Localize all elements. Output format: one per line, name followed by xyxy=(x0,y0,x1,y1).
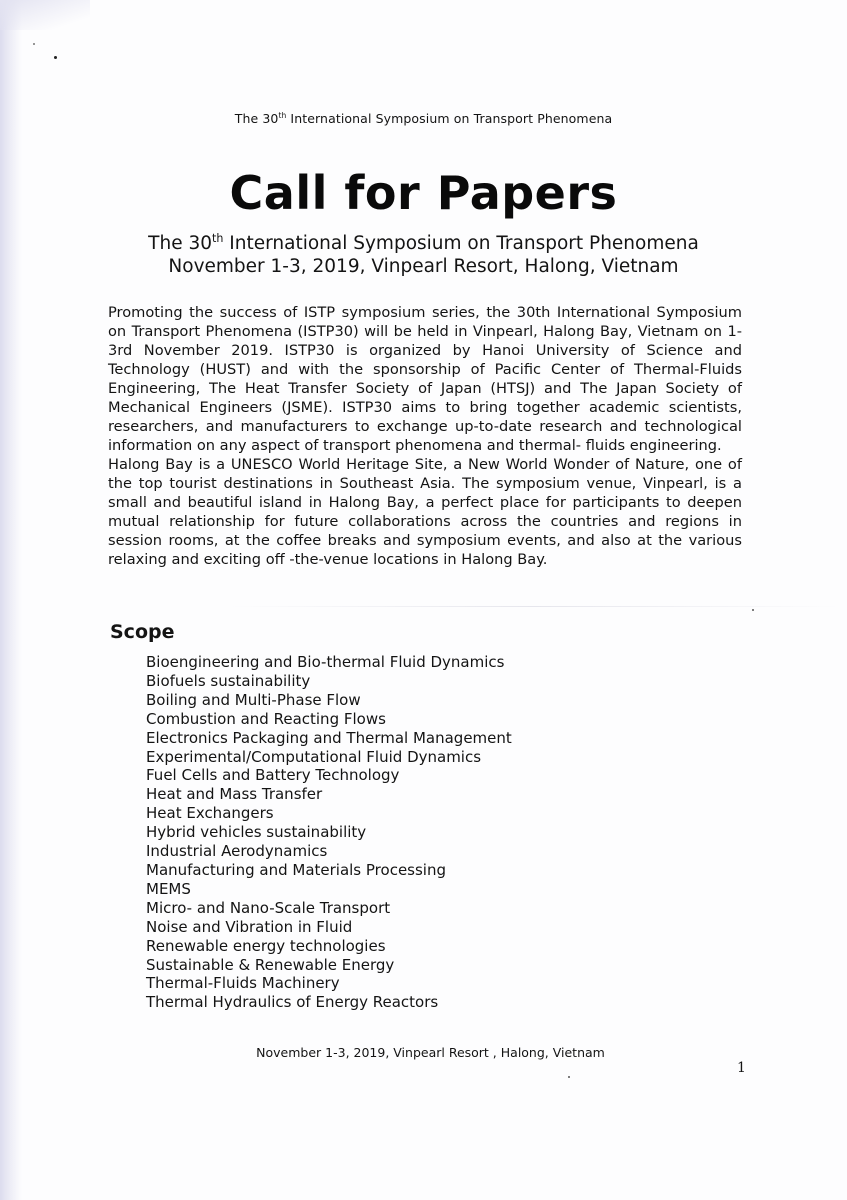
running-header-prefix: The 30 xyxy=(234,111,279,126)
subtitle-line-1-suffix: International Symposium on Transport Phenomena xyxy=(223,233,699,254)
scan-artifact-line xyxy=(230,606,840,607)
scope-item: Industrial Aerodynamics xyxy=(146,842,328,861)
subtitle-superscript: th xyxy=(212,231,224,245)
page-number: 1 xyxy=(737,1060,746,1076)
scope-list xyxy=(146,653,512,1012)
intro-text xyxy=(108,303,742,569)
intro-paragraph-2: Halong Bay is a UNESCO World Heritage Site, a New World Wonder of Nature, one of the top tourist destinations in Southeast Asia. The symposium venue, Vinpearl, is a small and beautiful island in Halong Bay, a perfect place for participants to deepen mutual relationship for future collaborations across the countries and regions in session rooms, at the coffee breaks and symposium events, and also at the various relaxing and exciting off -the-venue locations in Halong Bay. xyxy=(108,456,742,568)
scope-item: Heat Exchangers xyxy=(146,804,274,823)
subtitle-line-1 xyxy=(0,232,847,255)
scan-shadow-corner xyxy=(0,0,90,30)
scope-item: Combustion and Reacting Flows xyxy=(146,709,386,728)
scan-speck xyxy=(568,1076,570,1078)
scope-item: Heat and Mass Transfer xyxy=(146,785,323,804)
scope-item: Boiling and Multi-Phase Flow xyxy=(146,690,361,709)
page-title: Call for Papers xyxy=(229,166,618,220)
page-footer: November 1-3, 2019, Vinpearl Resort , Halong, Vietnam xyxy=(256,1045,605,1060)
scan-speck xyxy=(54,56,57,59)
scan-speck xyxy=(752,609,754,611)
scope-item: Manufacturing and Materials Processing xyxy=(146,860,446,879)
scope-item: MEMS xyxy=(146,879,191,898)
scope-item: Thermal Hydraulics of Energy Reactors xyxy=(146,993,439,1012)
scope-item: Hybrid vehicles sustainability xyxy=(146,823,367,842)
intro-paragraph-1: Promoting the success of ISTP symposium series, the 30th International Symposium on Transport Phenomena (ISTP30) will be held in Vinpearl, Halong Bay, Vietnam on 1-3rd November 2019. ISTP30 is organized by Hanoi University of Science and Technology (HUST) and with the sponsorship of Pacific Center of Thermal-Fluids Engineering, The Heat Transfer Society of Japan (HTSJ) and The Japan Society of Mechanical Engineers (JSME). ISTP30 aims to bring together academic scientists, researchers, and manufacturers to exchange up-to-date research and technological information on any aspect of transport phenomena and thermal- fluids engineering. xyxy=(108,304,742,454)
scope-item: Micro- and Nano-Scale Transport xyxy=(146,898,391,917)
scope-item: Fuel Cells and Battery Technology xyxy=(146,766,400,785)
scope-item: Experimental/Computational Fluid Dynamics xyxy=(146,747,482,766)
scope-item: Sustainable & Renewable Energy xyxy=(146,955,395,974)
scope-item: Thermal-Fluids Machinery xyxy=(146,974,340,993)
scope-item: Renewable energy technologies xyxy=(146,936,386,955)
scope-heading: Scope xyxy=(110,621,175,643)
scope-item: Electronics Packaging and Thermal Management xyxy=(146,728,512,747)
subtitle-line-1-prefix: The 30 xyxy=(148,233,213,254)
scope-item: Bioengineering and Bio-thermal Fluid Dynamics xyxy=(146,653,505,671)
scan-speck xyxy=(33,43,35,45)
running-header xyxy=(0,111,847,126)
subtitle-line-2: November 1-3, 2019, Vinpearl Resort, Halong, Vietnam xyxy=(168,256,679,277)
running-header-superscript: th xyxy=(278,110,287,120)
running-header-suffix: International Symposium on Transport Phenomena xyxy=(286,111,613,126)
scope-item: Biofuels sustainability xyxy=(146,671,311,690)
scope-item: Noise and Vibration in Fluid xyxy=(146,917,353,936)
subtitle xyxy=(0,232,847,278)
